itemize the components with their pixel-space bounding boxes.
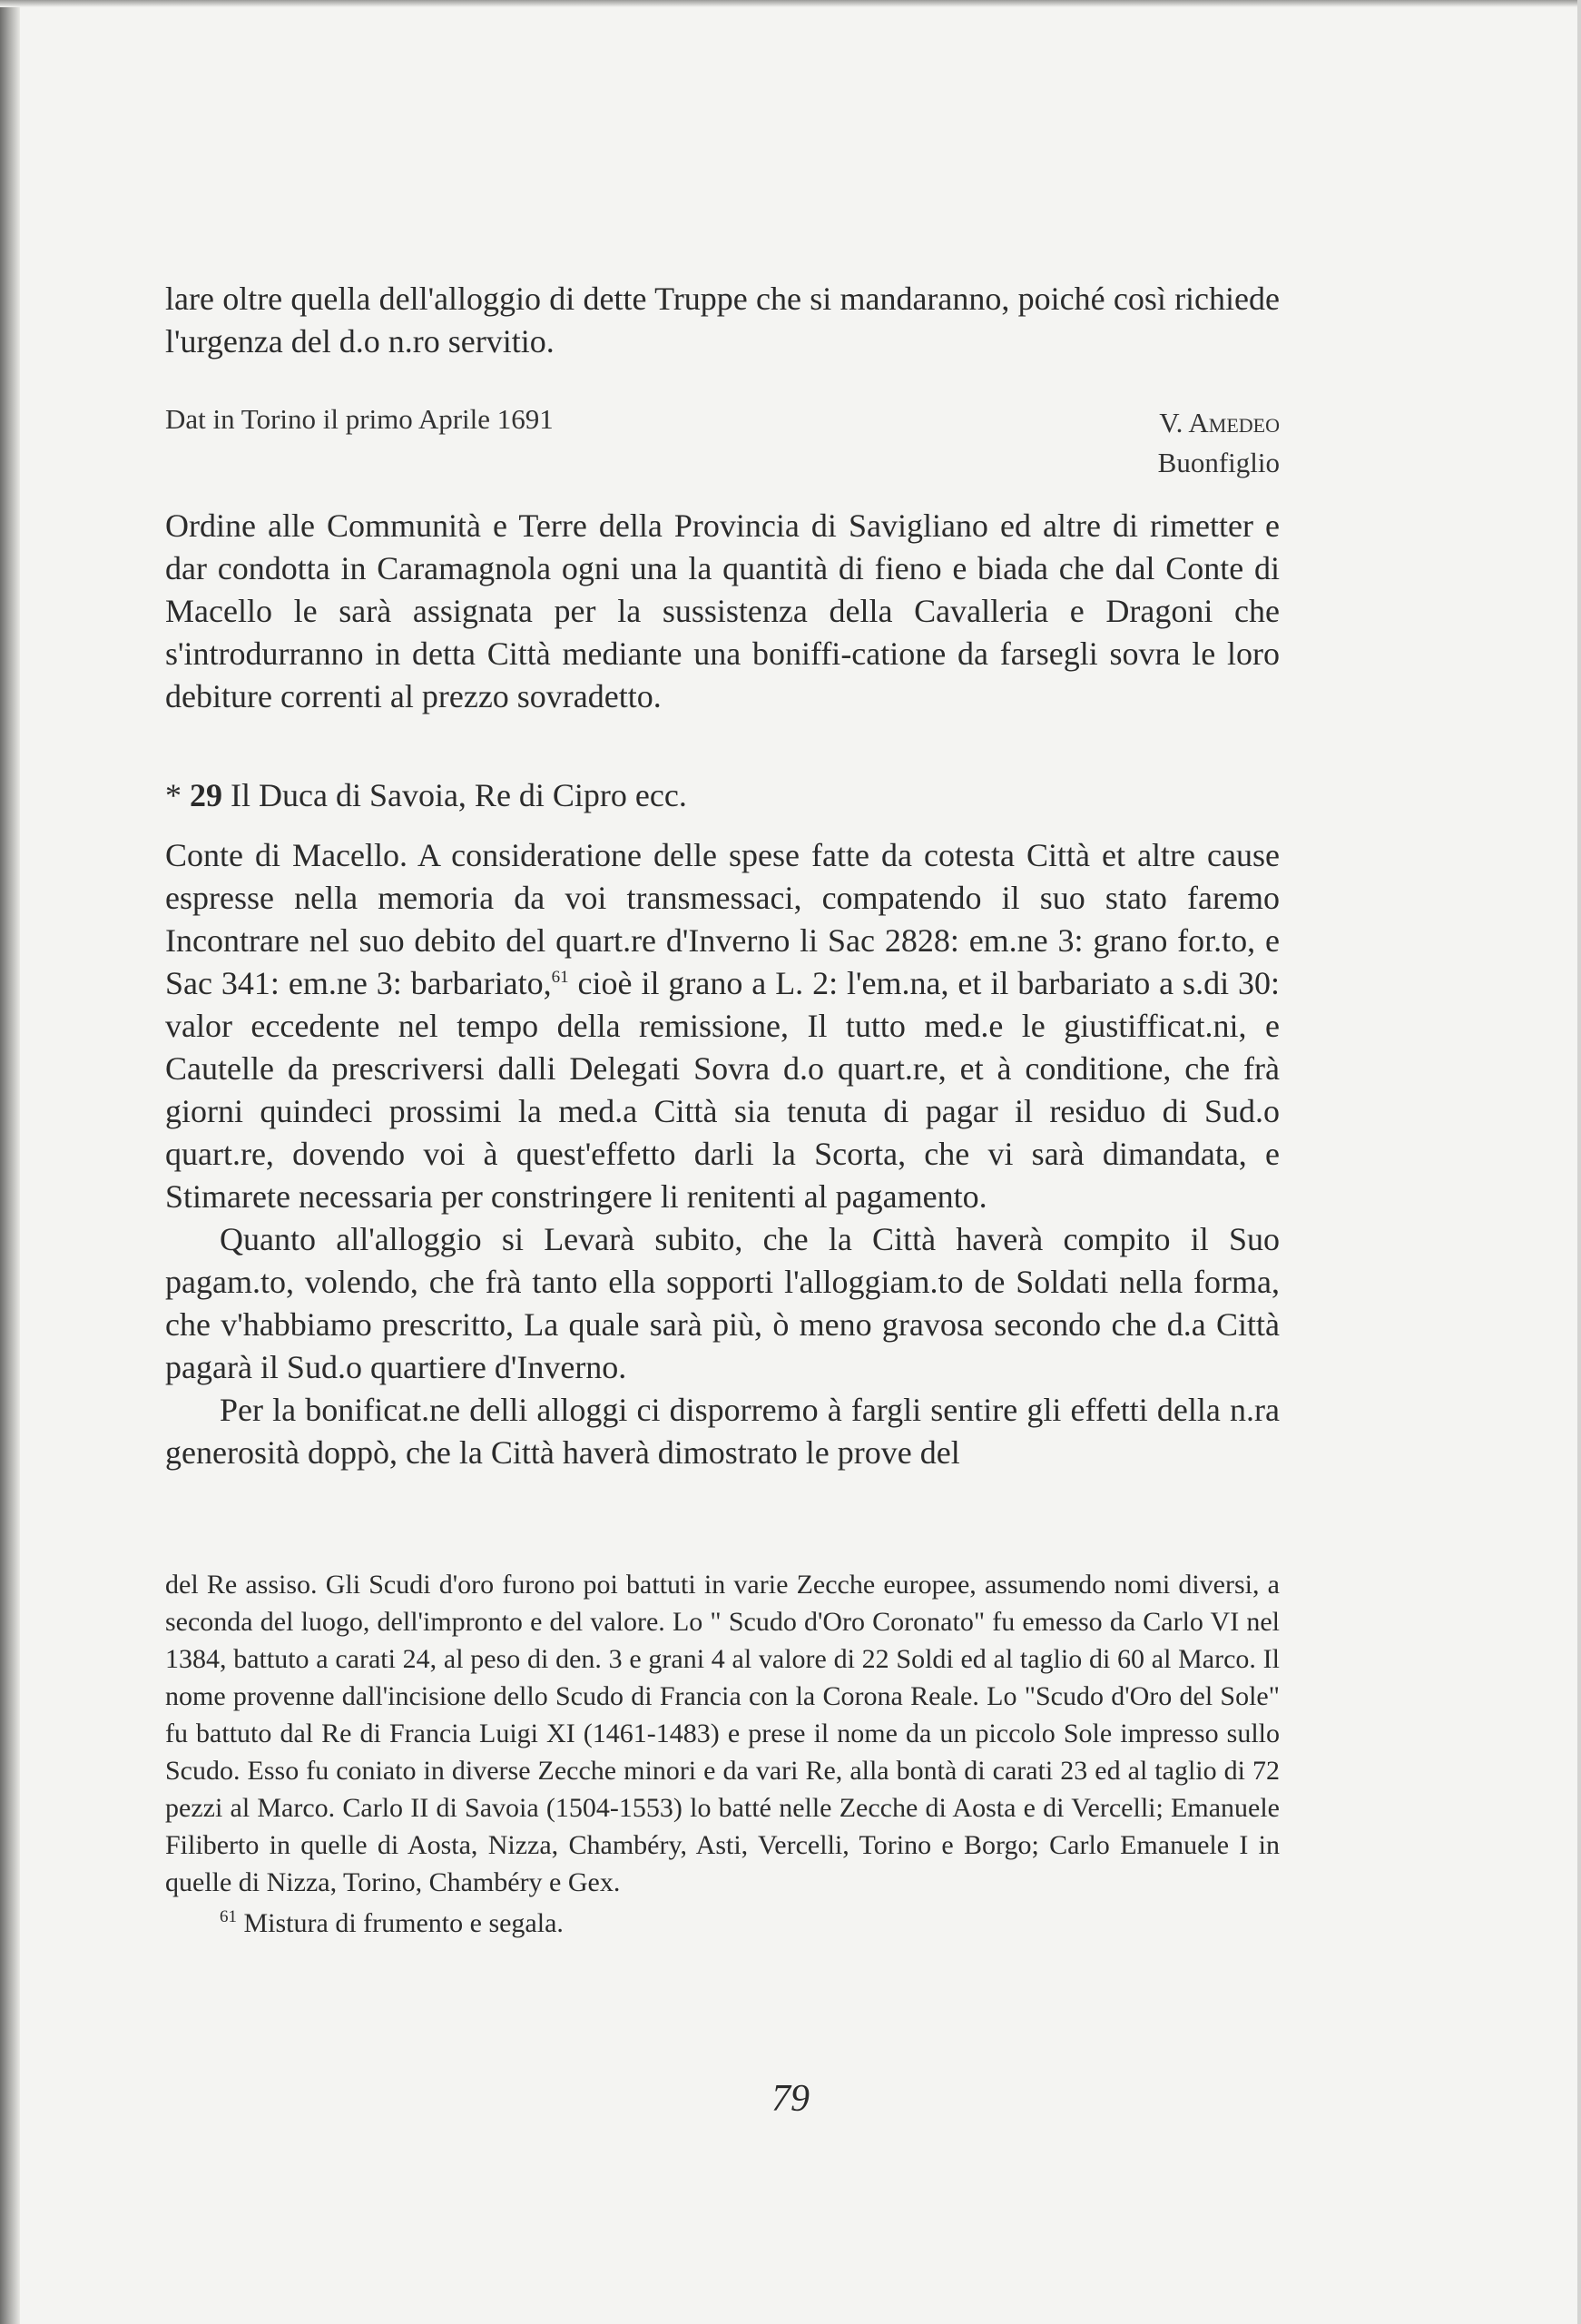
document-number: 29 <box>190 777 222 813</box>
heading-asterisk: * <box>165 777 182 813</box>
footnote-ref-61: 61 <box>551 968 569 987</box>
signature-block <box>1158 403 1280 483</box>
page-edge-shadow <box>0 0 20 2324</box>
summary-paragraph: Ordine alle Communità e Terre della Provincia di Savigliano ed altre di rimetter e dar condotta in Caramagnola ogni una la quantità di fieno e biada che dal Conte di Macello le sarà assignata per la sussistenza della Cavalleria e Dragoni che s'introdurranno in detta Città mediante una boniffi-catione da farsegli sovra le loro debiture correnti al prezzo sovradetto. <box>165 507 1280 714</box>
footnote-text: Mistura di frumento e segala. <box>243 1908 564 1938</box>
signature-name: V. Amedeo <box>1159 407 1280 438</box>
footnote-continued: del Re assiso. Gli Scudi d'oro furono poi battuti in varie Zecche europee, assumendo nomi diversi, a seconda del luogo, dell'impronto e del valore. Lo " Scudo d'Oro Coronato" fu emesso da Carlo VI nel 1384, battuto a carati 24, al peso di den. 3 e grani 4 al valore di 22 Soldi ed al taglio di 60 al Marco. Il nome provenne dall'incisione dello Scudo di Francia con la Corona Reale. Lo "Scudo d'Oro del Sole" fu battuto dal Re di Francia Luigi XI (1461-1483) e prese il nome da un piccolo Sole impresso sullo Scudo. Esso fu coniato in diverse Zecche minori e da vari Re, alla bontà di carati 23 ed al taglio di 72 pezzi al Marco. Carlo II di Savoia (1504-1553) lo batté nelle Zecche di Aosta e di Vercelli; Emanuele Filiberto in quelle di Aosta, Nizza, Chambéry, Asti, Vercelli, Torino e Borgo; Carlo Emanuele I in quelle di Nizza, Torino, Chambéry e Gex. <box>165 1570 1280 1897</box>
letter-paragraph-3: Per la bonificat.ne delli alloggi ci disporremo à fargli sentire gli effetti della n.ra generosità doppò, che la Città haverà dimostrato le prove del <box>165 1392 1280 1471</box>
date-line: Dat in Torino il primo Aprile 1691 <box>165 403 554 435</box>
footnote-61 <box>165 1905 1280 1942</box>
footnotes <box>165 1566 1280 1942</box>
continued-paragraph: lare oltre quella dell'alloggio di dette Truppe che si mandaranno, poiché così richiede l'urgenza del d.o n.ro servitio. <box>165 281 1280 359</box>
footnote-number: 61 <box>220 1907 237 1926</box>
document-title: Il Duca di Savoia, Re di Cipro ecc. <box>231 777 687 813</box>
letter-body <box>165 834 1280 1474</box>
page-right-edge <box>1577 0 1581 2324</box>
letter-paragraph-1: Conte di Macello. A consideratione delle spese fatte da cotesta Città et altre cause espresse nella memoria da voi transmessaci, compatendo il suo stato faremo Incontrare nel suo debito del quart.re d'Inverno li Sac 2828: em.ne 3: grano for.to, e Sac 341: em.ne 3: barbariato,$^{61}$ cioè il grano a L. 2: l'em.na, et il barbariato a s.di 30: valor eccedente nel tempo della remissione, Il tutto med.e le giustifficat.ni, e Cautelle da prescriversi dalli Delegati Sovra d.o quart.re, et à conditione, che frà giorni quindeci prossimi la med.a Città sia tenuta di pagar il residuo di Sud.o quart.re, dovendo voi à quest'effetto darli la Scorta, che vi sarà dimandata, e Stimarete necessaria per constringere li renitenti al pagamento. <box>165 837 1281 1215</box>
document-heading <box>165 774 1280 817</box>
signature-secretary: Buonfiglio <box>1157 447 1280 478</box>
letter-paragraph-2: Quanto all'alloggio si Levarà subito, che la Città haverà compito il Suo pagam.to, volendo, che frà tanto ella sopporti l'alloggiam.to de Soldati nella forma, che v'habbiamo prescritto, La quale sarà più, ò meno gravosa secondo che d.a Città pagarà il Sud.o quartiere d'Inverno. <box>165 1221 1280 1385</box>
page-top-shadow <box>0 0 1581 7</box>
page-number: 79 <box>771 2078 810 2120</box>
